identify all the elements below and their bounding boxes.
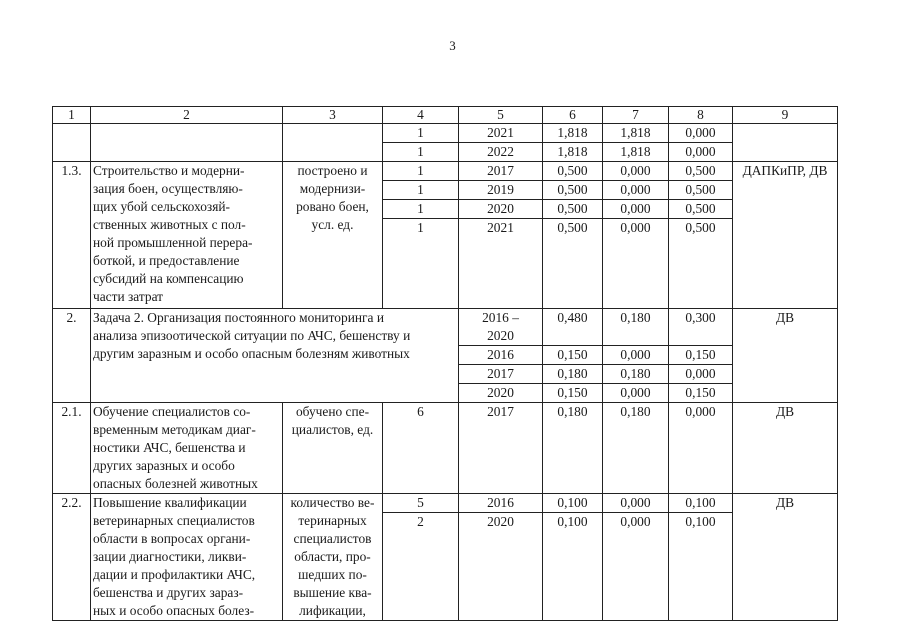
table-row (53, 124, 838, 143)
amount-b-cell: 0,300 (669, 309, 733, 346)
quantity-cell: 1 (383, 200, 459, 219)
amount-total-cell: 0,100 (543, 513, 603, 621)
amount-b-cell: 0,150 (669, 384, 733, 403)
task-number: 2. (53, 309, 91, 403)
quantity-cell: 1 (383, 181, 459, 200)
year-cell: 2022 (459, 143, 543, 162)
amount-b-cell: 0,500 (669, 200, 733, 219)
amount-a-cell: 0,000 (603, 513, 669, 621)
item-name-line: дации и профилактики АЧС, (93, 567, 256, 582)
item-name-line: Обучение специалистов со- (93, 404, 251, 419)
indicator-line: ровано боен, (296, 199, 369, 214)
amount-total-cell: 0,150 (543, 346, 603, 365)
year-cell: 2020 (459, 200, 543, 219)
year-cell: 2017 (459, 162, 543, 181)
amount-b-cell: 0,500 (669, 219, 733, 309)
item-name-line: области в вопросах органи- (93, 531, 251, 546)
indicator-line: усл. ед. (311, 217, 354, 232)
item-name-line: боткой, и предоставление (93, 253, 240, 268)
amount-a-cell: 0,000 (603, 494, 669, 513)
task-name-line: Задача 2. Организация постоянного мониторинга и (93, 310, 384, 325)
year-cell: 2021 (459, 219, 543, 309)
amount-a-cell: 0,000 (603, 200, 669, 219)
indicator-line: обучено спе- (295, 404, 370, 419)
amount-a-cell: 1,818 (603, 124, 669, 143)
task-name (91, 309, 459, 403)
item-number: 1.3. (53, 162, 91, 309)
executor-cell: ДВ (733, 309, 838, 403)
indicator-line: шедших по- (298, 567, 367, 582)
amount-total-cell: 0,100 (543, 494, 603, 513)
amount-a-cell: 0,000 (603, 181, 669, 200)
header-cell: 4 (383, 107, 459, 124)
amount-total-cell: 0,500 (543, 162, 603, 181)
quantity-cell: 1 (383, 143, 459, 162)
amount-b-cell: 0,000 (669, 124, 733, 143)
table-row (53, 403, 838, 494)
item-name-line: зации диагностики, ликви- (93, 549, 247, 564)
amount-a-cell: 0,180 (603, 309, 669, 346)
indicator-line: вышение ква- (293, 585, 372, 600)
indicator-line: области, про- (294, 549, 371, 564)
amount-b-cell: 0,000 (669, 365, 733, 384)
amount-total-cell: 0,500 (543, 200, 603, 219)
header-row (53, 107, 838, 124)
amount-total-cell: 0,500 (543, 181, 603, 200)
amount-total-cell: 1,818 (543, 124, 603, 143)
item-name-line: зация боен, осуществляю- (93, 181, 243, 196)
amount-a-cell: 0,000 (603, 219, 669, 309)
item-name-line: опасных болезней животных (93, 476, 258, 491)
amount-a-cell: 0,000 (603, 162, 669, 181)
amount-b-cell: 0,500 (669, 162, 733, 181)
header-cell: 5 (459, 107, 543, 124)
year-cell: 2021 (459, 124, 543, 143)
amount-a-cell: 0,000 (603, 346, 669, 365)
amount-b-cell: 0,150 (669, 346, 733, 365)
empty-cell (91, 124, 283, 162)
item-number: 2.2. (53, 494, 91, 621)
header-cell: 1 (53, 107, 91, 124)
quantity-cell: 1 (383, 124, 459, 143)
amount-b-cell: 0,500 (669, 181, 733, 200)
header-cell: 7 (603, 107, 669, 124)
amount-b-cell: 0,100 (669, 513, 733, 621)
amount-a-cell: 0,000 (603, 384, 669, 403)
quantity-cell: 5 (383, 494, 459, 513)
item-name-line: части затрат (93, 289, 164, 304)
item-name-line: Строительство и модерни- (93, 163, 245, 178)
item-name-line: временным методикам диаг- (93, 422, 256, 437)
amount-b-cell: 0,000 (669, 403, 733, 494)
item-number: 2.1. (53, 403, 91, 494)
amount-a-cell: 1,818 (603, 143, 669, 162)
item-name-line: ветеринарных специалистов (93, 513, 255, 528)
year-cell: 2016 (459, 346, 543, 365)
header-cell: 9 (733, 107, 838, 124)
item-name-line: бешенства и других зараз- (93, 585, 244, 600)
empty-cell (283, 124, 383, 162)
year-cell: 2020 (459, 513, 543, 621)
executor-cell: ДАПКиПР, ДВ (733, 162, 838, 309)
item-name (91, 403, 283, 494)
item-name-line: ственных животных с пол- (93, 217, 246, 232)
indicator-cell (283, 494, 383, 621)
executor-cell: ДВ (733, 494, 838, 621)
header-cell: 3 (283, 107, 383, 124)
item-name-line: ной промышленной перера- (93, 235, 253, 250)
year-cell: 2019 (459, 181, 543, 200)
year-cell: 2020 (459, 384, 543, 403)
indicator-line: модернизи- (299, 181, 366, 196)
indicator-cell (283, 162, 383, 309)
item-name-line: субсидий на компенсацию (93, 271, 244, 286)
amount-total-cell: 0,150 (543, 384, 603, 403)
item-name-line: других заразных и особо (93, 458, 235, 473)
amount-total-cell: 0,180 (543, 403, 603, 494)
year-cell: 2017 (459, 403, 543, 494)
year-cell: 2017 (459, 365, 543, 384)
task-name-line: анализа эпизоотической ситуации по АЧС, бешенству и (93, 328, 411, 343)
indicator-line: теринарных (298, 513, 367, 528)
item-name-line: щих убой сельскохозяй- (93, 199, 230, 214)
indicator-line: количество ве- (290, 495, 375, 510)
executor-cell: ДВ (733, 403, 838, 494)
amount-b-cell: 0,100 (669, 494, 733, 513)
quantity-cell: 1 (383, 219, 459, 309)
quantity-cell: 6 (383, 403, 459, 494)
task-name-line: другим заразным и особо опасным болезням животных (93, 346, 410, 361)
item-name-line: ностики АЧС, бешенства и (93, 440, 246, 455)
empty-cell (53, 124, 91, 162)
item-name-line: Повышение квалификации (93, 495, 247, 510)
amount-total-cell: 0,480 (543, 309, 603, 346)
indicator-line: лификации, (299, 603, 366, 618)
indicator-line: построено и (297, 163, 368, 178)
table-row (53, 162, 838, 181)
amount-total-cell: 1,818 (543, 143, 603, 162)
page-number: 3 (449, 38, 456, 53)
quantity-cell: 1 (383, 162, 459, 181)
quantity-cell: 2 (383, 513, 459, 621)
item-name (91, 494, 283, 621)
amount-a-cell: 0,180 (603, 365, 669, 384)
amount-total-cell: 0,180 (543, 365, 603, 384)
indicator-line: специалистов (293, 531, 372, 546)
period-line: 2016 – (482, 310, 519, 325)
amount-a-cell: 0,180 (603, 403, 669, 494)
indicator-line: циалистов, ед. (291, 422, 374, 437)
header-cell: 2 (91, 107, 283, 124)
table-row (53, 494, 838, 513)
header-cell: 8 (669, 107, 733, 124)
amount-b-cell: 0,000 (669, 143, 733, 162)
header-cell: 6 (543, 107, 603, 124)
table-row (53, 309, 838, 346)
item-name-line: ных и особо опасных болез- (93, 603, 255, 618)
period-cell (459, 309, 543, 346)
year-cell: 2016 (459, 494, 543, 513)
period-line: 2020 (487, 328, 514, 343)
indicator-cell (283, 403, 383, 494)
item-name (91, 162, 283, 309)
amount-total-cell: 0,500 (543, 219, 603, 309)
program-table (52, 106, 838, 621)
empty-cell (733, 124, 838, 162)
